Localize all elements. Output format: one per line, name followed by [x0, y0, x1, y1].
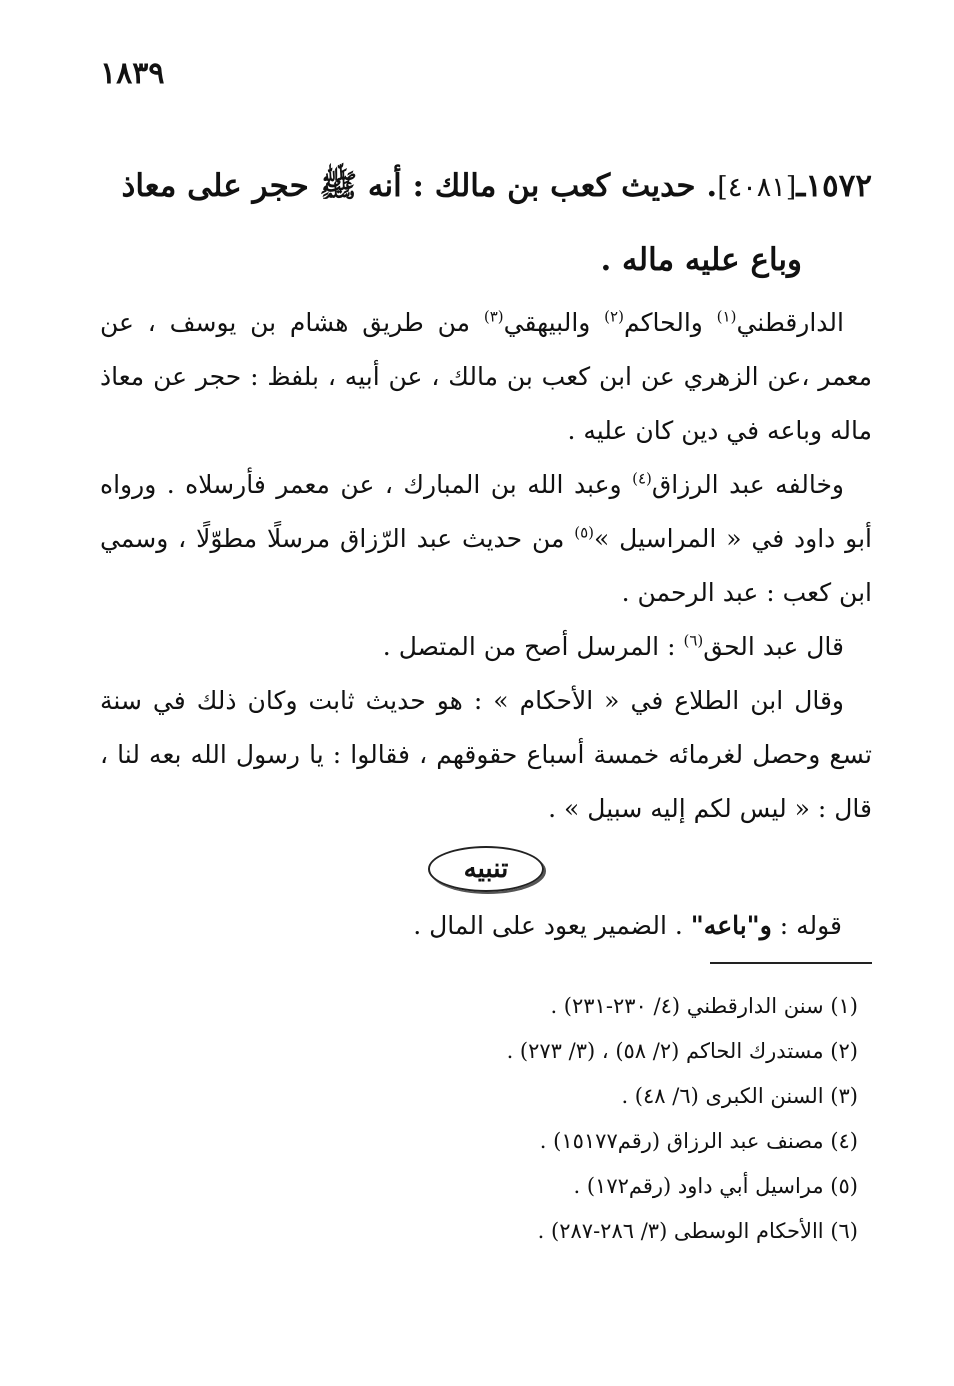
- para1-text-3: والبيهقي: [503, 308, 605, 337]
- notice-text-1: قوله :: [771, 911, 842, 940]
- notice-text: [100, 900, 872, 952]
- footnote-ref-3: (٣): [483, 307, 504, 326]
- hadith-heading: [100, 150, 872, 296]
- footnote: (٥) مراسيل أبي داود (رقم١٧٢) .: [573, 1174, 858, 1198]
- hadith-title-line1: . حديث كعب بن مالك : أنه ﷺ حجر على معاذ: [121, 168, 718, 204]
- footnote-ref-1: (١): [716, 307, 737, 326]
- para3-text-1: قال عبد الحق: [703, 632, 844, 661]
- footnote: (٣) السنن الكبرى (٦/ ٤٨) .: [621, 1084, 858, 1108]
- notice-text-2: . الضمير يعود على المال .: [413, 911, 691, 940]
- paragraph-2: [100, 458, 872, 620]
- notice-bold-word: و"باعه": [690, 911, 772, 940]
- page-number: ١٨٣٩: [100, 56, 165, 91]
- para1-text-2: والحاكم: [623, 308, 717, 337]
- notice-badge: تنبيه: [428, 846, 545, 892]
- paragraph-4: وقال ابن الطلاع في « الأحكام » : هو حديث ثابت وكان ذلك في سنة تسع وحصل لغرمائه خمسة أسباع حقوقهم ، فقالوا : يا رسول الله بعه لنا ، قال : « ليس لكم إليه سبيل » .: [100, 686, 872, 823]
- footnote-divider: [710, 962, 872, 964]
- hadith-reference: [٤٠٨١]: [717, 172, 797, 203]
- para2-text-3: من حديث عبد الرّزاق مرسلًا مطوّلًا ، وسمي ابن كعب : عبد الرحمن .: [100, 524, 872, 607]
- footnotes-list: [100, 984, 872, 1254]
- para1-text-1: الدارقطني: [736, 308, 844, 337]
- notice-badge-wrap: [100, 846, 872, 892]
- para1-text-4: من طريق هشام بن يوسف ، عن معمر ،عن الزهري عن ابن كعب بن مالك ، عن أبيه ، بلفظ : حجر عن معاذ ماله وباعه في دين كان عليه .: [100, 308, 872, 445]
- hadith-number: ١٥٧٢ـ: [796, 168, 872, 204]
- footnote: (٢) مستدرك الحاكم (٢/ ٥٨) ، (٣/ ٢٧٣) .: [506, 1039, 858, 1063]
- footnote: (٦) االأحكام الوسطى (٣/ ٢٨٦-٢٨٧) .: [537, 1219, 858, 1243]
- footnote-ref-5: (٥): [574, 523, 595, 542]
- paragraph-1: [100, 296, 872, 458]
- footnote-ref-2: (٢): [604, 307, 624, 326]
- footnote-ref-6: (٦): [683, 631, 704, 650]
- page-content: [100, 150, 872, 1254]
- footnote: (١) سنن الدارقطني (٤/ ٢٣٠-٢٣١) .: [550, 994, 858, 1018]
- footnote: (٤) مصنف عبد الرزاق (رقم١٥١٧٧) .: [539, 1129, 858, 1153]
- para2-text-1: وخالفه عبد الرزاق: [651, 470, 844, 499]
- hadith-title-line2: وباع عليه ماله .: [600, 242, 802, 278]
- para3-text-2: : المرسل أصح من المتصل .: [382, 632, 684, 661]
- footnote-ref-4: (٤): [632, 469, 652, 488]
- paragraph-3: [100, 620, 872, 674]
- para2-text-2: وعبد الله بن المبارك ، عن معمر فأرسلاه . ورواه أبو داود في « المراسيل »: [100, 470, 872, 553]
